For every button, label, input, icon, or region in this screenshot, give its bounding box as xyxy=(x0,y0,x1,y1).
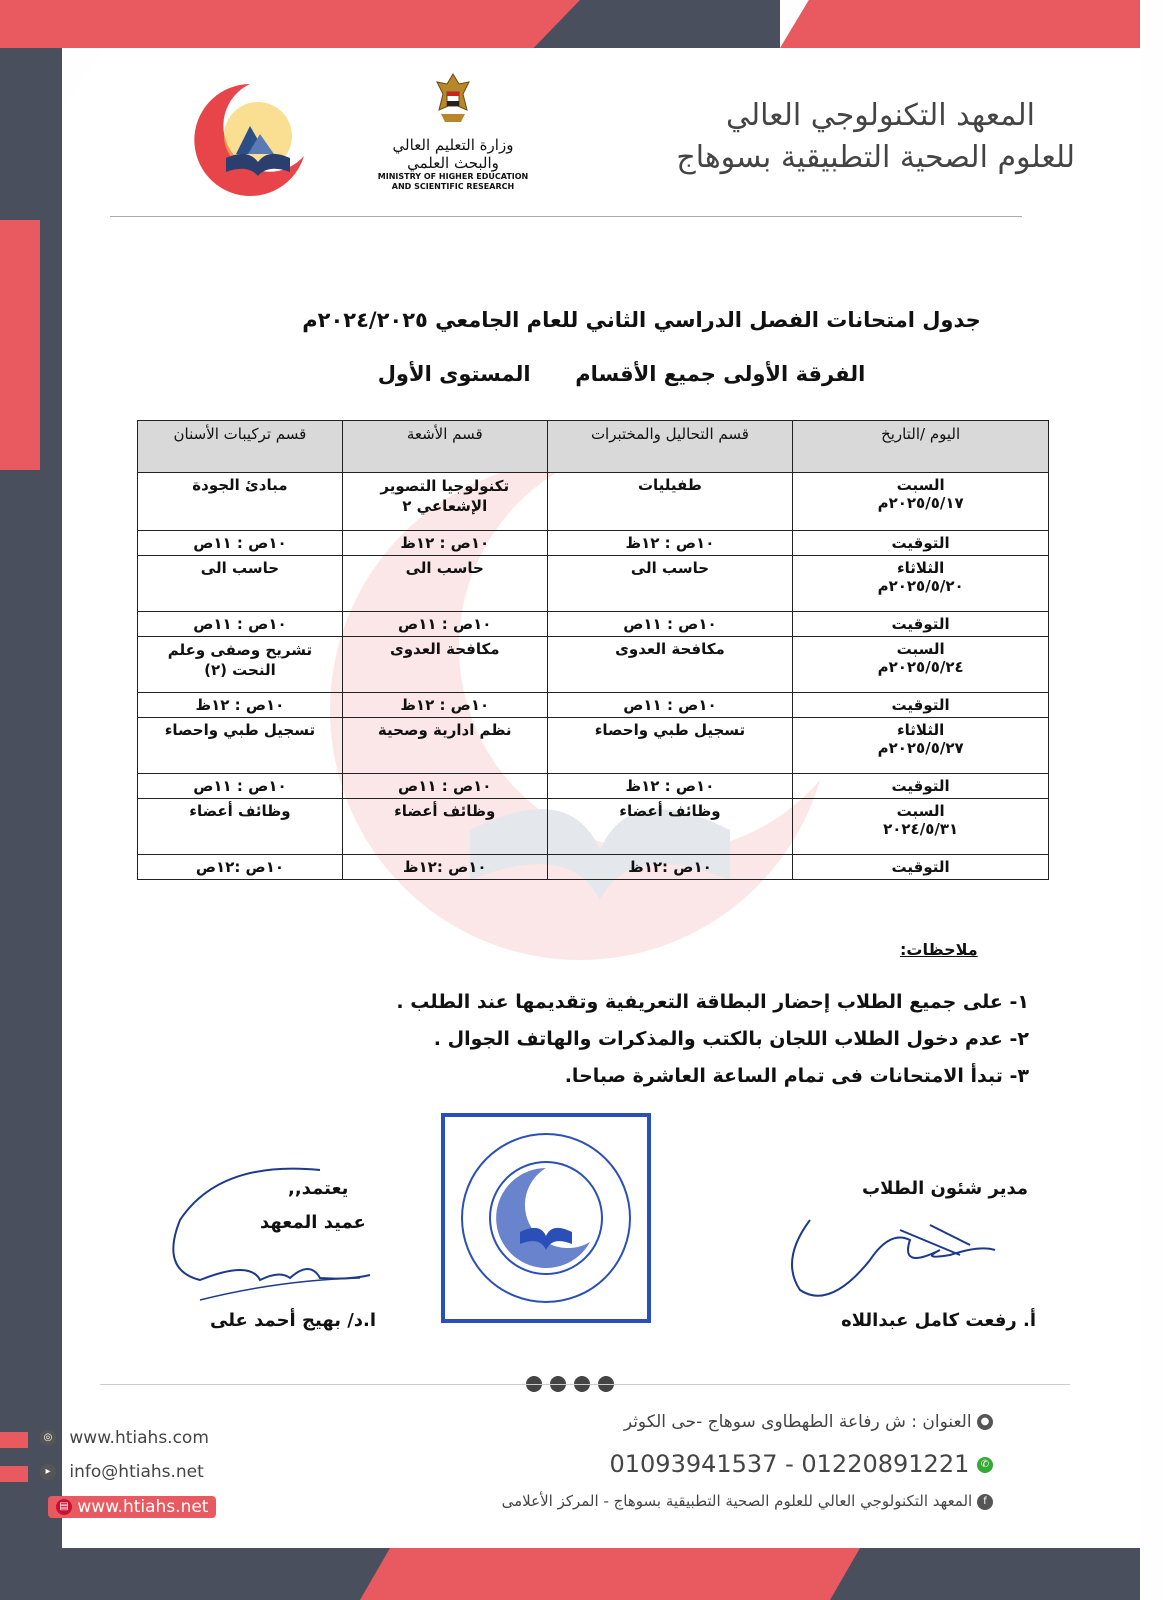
table-cell: مكافحة العدوى xyxy=(547,637,793,693)
email-icon: ▸ xyxy=(40,1464,56,1480)
ministry-english-1: MINISTRY OF HIGHER EDUCATION xyxy=(377,172,529,181)
table-cell: ١٠ص : ١١ص xyxy=(547,693,793,718)
whatsapp-icon: ✆ xyxy=(977,1457,993,1473)
footer-email[interactable]: ▸ info@htiahs.net xyxy=(40,1462,204,1482)
table-row xyxy=(138,637,1049,693)
table-row xyxy=(138,556,1049,612)
dean-title: عميد المعهد xyxy=(260,1212,366,1233)
table-cell: وظائف أعضاء xyxy=(547,799,793,855)
document-subtitle xyxy=(80,362,1163,386)
ministry-arabic: وزارة التعليم العالي والبحث العلمي xyxy=(392,136,514,172)
footer-address: ● العنوان : ش رفاعة الطهطاوى سوهاج -حى الكوثر xyxy=(624,1412,993,1432)
table-cell: ١٠ص : ١٢ظ xyxy=(547,774,793,799)
header-lab-dept: قسم التحاليل والمختبرات xyxy=(547,421,793,473)
table-cell: نظم ادارية وصحية xyxy=(342,718,547,774)
time-label-cell: التوقيت xyxy=(793,855,1049,880)
institute-logo-icon xyxy=(186,76,314,202)
table-cell: حاسب الى xyxy=(342,556,547,612)
table-row xyxy=(138,531,1049,556)
top-red-band xyxy=(0,0,580,48)
time-label-cell: التوقيت xyxy=(793,531,1049,556)
web-icon: ◎ xyxy=(40,1430,56,1446)
table-cell: تكنولوجيا التصوير الإشعاعي ٢ xyxy=(342,473,547,531)
table-cell: ١٠ص : ١١ص xyxy=(138,774,343,799)
day-cell: الثلاثاء ٢٠٢٥/٥/٢٠م xyxy=(793,556,1049,612)
institute-line-2: للعلوم الصحية التطبيقية بسوهاج xyxy=(676,140,1075,175)
note-item: ٣- تبدأ الامتحانات فى تمام الساعة العاشرة صباحا. xyxy=(564,1065,1029,1087)
note-item: ٢- عدم دخول الطلاب اللجان بالكتب والمذكرات والهاتف الجوال . xyxy=(433,1028,1029,1050)
table-cell: ١٠ص : ١٢ظ xyxy=(342,693,547,718)
header-day-date: اليوم /التاريخ xyxy=(793,421,1049,473)
table-row xyxy=(138,473,1049,531)
ministry-english-2: AND SCIENTIFIC RESEARCH xyxy=(391,182,515,191)
table-cell: تسجيل طبي واحصاء xyxy=(547,718,793,774)
footer-divider xyxy=(100,1384,1070,1385)
table-row xyxy=(138,799,1049,855)
table-cell: حاسب الى xyxy=(547,556,793,612)
dean-name: ا.د/ بهيج أحمد على xyxy=(210,1310,377,1331)
table-cell: ١٠ص : ١١ص xyxy=(547,612,793,637)
table-cell: ١٠ص : ١١ص xyxy=(138,531,343,556)
ministry-logo xyxy=(368,70,538,192)
facebook-icon: f xyxy=(977,1494,993,1510)
bottom-red-band xyxy=(360,1548,860,1600)
title-text: جدول امتحانات الفصل الدراسي الثاني للعام الجامعي ٢٠٢٤/٢٠٢٥م xyxy=(302,308,981,332)
day-cell: السبت ٢٠٢٥/٥/١٧م xyxy=(793,473,1049,531)
footer-facebook: f المعهد التكنولوجي العالي للعلوم الصحية التطبيقية بسوهاج - المركز الأعلامى xyxy=(502,1492,993,1510)
footer-phones: ✆ 01220891221 - 01093941537 xyxy=(610,1450,994,1478)
footer-website[interactable]: ◎ www.htiahs.com xyxy=(40,1428,209,1448)
student-affairs-name: أ. رفعت كامل عبداللاه xyxy=(841,1310,1036,1331)
header-dental-dept: قسم تركيبات الأسنان xyxy=(138,421,343,473)
header-divider xyxy=(110,216,1022,217)
subtitle-group: الفرقة الأولى جميع الأقسام xyxy=(575,362,866,386)
institute-line-1: المعهد التكنولوجي العالي xyxy=(725,98,1035,133)
table-cell: ١٠ص : ١١ص xyxy=(138,612,343,637)
table-cell: تسجيل طبي واحصاء xyxy=(138,718,343,774)
table-cell: حاسب الى xyxy=(138,556,343,612)
approval-text: يعتمد,, xyxy=(288,1178,349,1199)
subtitle-level: المستوى الأول xyxy=(377,362,531,386)
notes-heading: ملاحظات: xyxy=(900,940,978,959)
notes-list xyxy=(396,984,1029,1095)
day-cell: السبت ٢٠٢٤/٥/٣١ xyxy=(793,799,1049,855)
table-cell: ١٠ص :١٢ص xyxy=(138,855,343,880)
table-row xyxy=(138,612,1049,637)
top-right-band xyxy=(780,0,1140,48)
note-item: ١- على جميع الطلاب إحضار البطاقة التعريفية وتقديمها عند الطلب . xyxy=(396,991,1029,1013)
table-cell: طفيليات xyxy=(547,473,793,531)
table-row xyxy=(138,774,1049,799)
table-row xyxy=(138,718,1049,774)
eagle-emblem-icon xyxy=(433,70,473,130)
table-cell: ١٠ص : ١٢ظ xyxy=(342,531,547,556)
table-cell: ١٠ص :١٢ظ xyxy=(547,855,793,880)
footer-platform[interactable]: ▤ www.htiahs.net xyxy=(48,1496,216,1518)
table-cell: مكافحة العدوى xyxy=(342,637,547,693)
time-label-cell: التوقيت xyxy=(793,612,1049,637)
exam-schedule-table xyxy=(137,420,1049,880)
table-cell: ١٠ص : ١١ص xyxy=(342,774,547,799)
table-cell: ١٠ص : ١٢ظ xyxy=(547,531,793,556)
platform-icon: ▤ xyxy=(56,1499,72,1515)
table-header-row xyxy=(138,421,1049,473)
day-cell: الثلاثاء ٢٠٢٥/٥/٢٧م xyxy=(793,718,1049,774)
table-row xyxy=(138,855,1049,880)
decorative-dots xyxy=(526,1376,622,1396)
document-title xyxy=(120,308,1163,332)
student-affairs-title: مدير شئون الطلاب xyxy=(862,1178,1028,1199)
table-row xyxy=(138,693,1049,718)
location-pin-icon: ● xyxy=(977,1414,993,1430)
left-signature-icon xyxy=(160,1160,390,1310)
table-cell: ١٠ص : ١١ص xyxy=(342,612,547,637)
header-radiology-dept: قسم الأشعة xyxy=(342,421,547,473)
time-label-cell: التوقيت xyxy=(793,693,1049,718)
left-red-band xyxy=(0,220,40,470)
official-stamp-icon xyxy=(440,1112,652,1324)
table-cell: وظائف أعضاء xyxy=(342,799,547,855)
day-cell: السبت ٢٠٢٥/٥/٢٤م xyxy=(793,637,1049,693)
table-cell: مبادئ الجودة xyxy=(138,473,343,531)
time-label-cell: التوقيت xyxy=(793,774,1049,799)
table-cell: ١٠ص : ١٢ظ xyxy=(138,693,343,718)
right-signature-icon xyxy=(780,1200,1020,1310)
table-cell: تشريح وصفى وعلم النحت (٢) xyxy=(138,637,343,693)
table-cell: وظائف أعضاء xyxy=(138,799,343,855)
institute-name xyxy=(676,95,1075,179)
table-cell: ١٠ص :١٢ظ xyxy=(342,855,547,880)
